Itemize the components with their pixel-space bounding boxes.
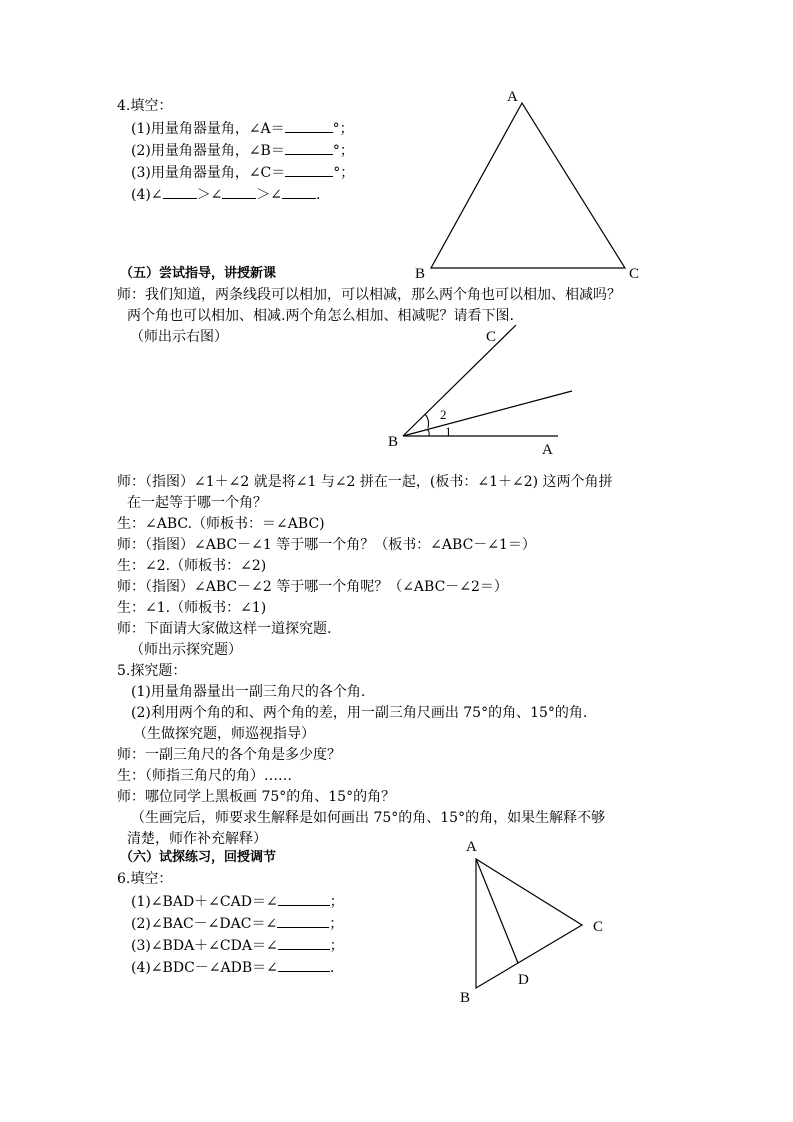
q4-item-4: (4)∠ ＞∠ ＞∠ . [131, 184, 320, 205]
dialog-line: 师：下面请大家做这样一道探究题. [117, 621, 332, 637]
q4-title: 4.填空： [117, 98, 173, 114]
q5-item-2: (2)利用两个角的和、两个角的差，用一副三角尺画出 75°的角、15°的角. [131, 705, 588, 721]
q4-item-1: (1)用量角器量角，∠A＝ °； [131, 118, 354, 139]
fig1-label-c: C [629, 266, 640, 282]
dialog-line: 师：（指图）∠ABC－∠2 等于哪一个角呢？（∠ABC－∠2＝） [117, 579, 508, 595]
section-heading-6: （六）试探练习，回授调节 [120, 850, 277, 865]
segment-ad [476, 859, 518, 963]
q5-item-1: (1)用量角器量出一副三角尺的各个角. [131, 684, 366, 700]
dialog-line: 生：（师指三角尺的角）…… [117, 768, 292, 784]
q6-item-1: (1)∠BAD＋∠CAD＝∠ ； [131, 891, 344, 912]
q6-title: 6.填空： [117, 871, 173, 887]
q5-item-3: （生做探究题，师巡视指导） [133, 726, 315, 742]
fig1-label-b: B [415, 266, 426, 282]
q6-item-3: (3)∠BDA＋∠CDA＝∠ ； [131, 935, 344, 956]
fig2-label-c: C [486, 329, 497, 345]
dialog-line: 师：（指图）∠1＋∠2 就是将∠1 与∠2 拼在一起，(板书：∠1＋∠2) 这两个角拼 [117, 474, 613, 490]
dialog-line: 师：一副三角尺的各个角是多少度？ [117, 747, 341, 763]
para-1-line-2: 两个角也可以相加、相减.两个角怎么相加、相减呢？请看下图. [127, 308, 514, 324]
dialog-line: （生画完后，师要求生解释是如何画出 75°的角、15°的角，如果生解释不够 [131, 810, 606, 826]
fig3-label-d: D [518, 972, 529, 988]
dialog-line: 师：哪位同学上黑板画 75°的角、15°的角？ [117, 789, 396, 805]
dialog-line: 生：∠1.（师板书：∠1) [117, 600, 267, 616]
dialog-line: 生：∠ABC.（师板书：＝∠ABC) [117, 516, 325, 532]
q6-item-2: (2)∠BAC－∠DAC＝∠ ； [131, 913, 343, 934]
fig2-label-a: A [542, 442, 553, 458]
dialog-line: （师出示探究题） [130, 642, 242, 658]
fig2-label-b: B [388, 434, 399, 450]
dialog-line: 在一起等于哪一个角？ [127, 495, 267, 511]
fig1-label-a: A [507, 89, 518, 105]
fig2-label-2: 2 [440, 407, 447, 422]
q5-title: 5.探究题： [117, 663, 187, 679]
fig3-label-a: A [466, 839, 477, 855]
dialog-line: 清楚，师作补充解释） [127, 831, 267, 847]
fig3-label-c: C [593, 919, 604, 935]
para-1-line-3: （师出示右图） [130, 329, 228, 345]
fig3-label-b: B [460, 990, 471, 1006]
section-heading-5: （五）尝试指导，讲授新课 [120, 266, 277, 281]
dialog-line: 师：（指图）∠ABC－∠1 等于哪一个角？（板书：∠ABC－∠1＝） [117, 537, 536, 553]
dialog-line: 生：∠2.（师板书：∠2) [117, 558, 267, 574]
triangle-abc [476, 859, 582, 988]
para-1-line-1: 师：我们知道，两条线段可以相加，可以相减，那么两个角也可以相加、相减吗？ [117, 287, 621, 303]
q4-item-3: (3)用量角器量角，∠C＝ °； [131, 162, 354, 183]
fig2-label-1: 1 [445, 424, 452, 439]
q4-item-2: (2)用量角器量角，∠B＝ °； [131, 140, 354, 161]
q6-item-4: (4)∠BDC－∠ADB＝∠ . [131, 957, 334, 978]
